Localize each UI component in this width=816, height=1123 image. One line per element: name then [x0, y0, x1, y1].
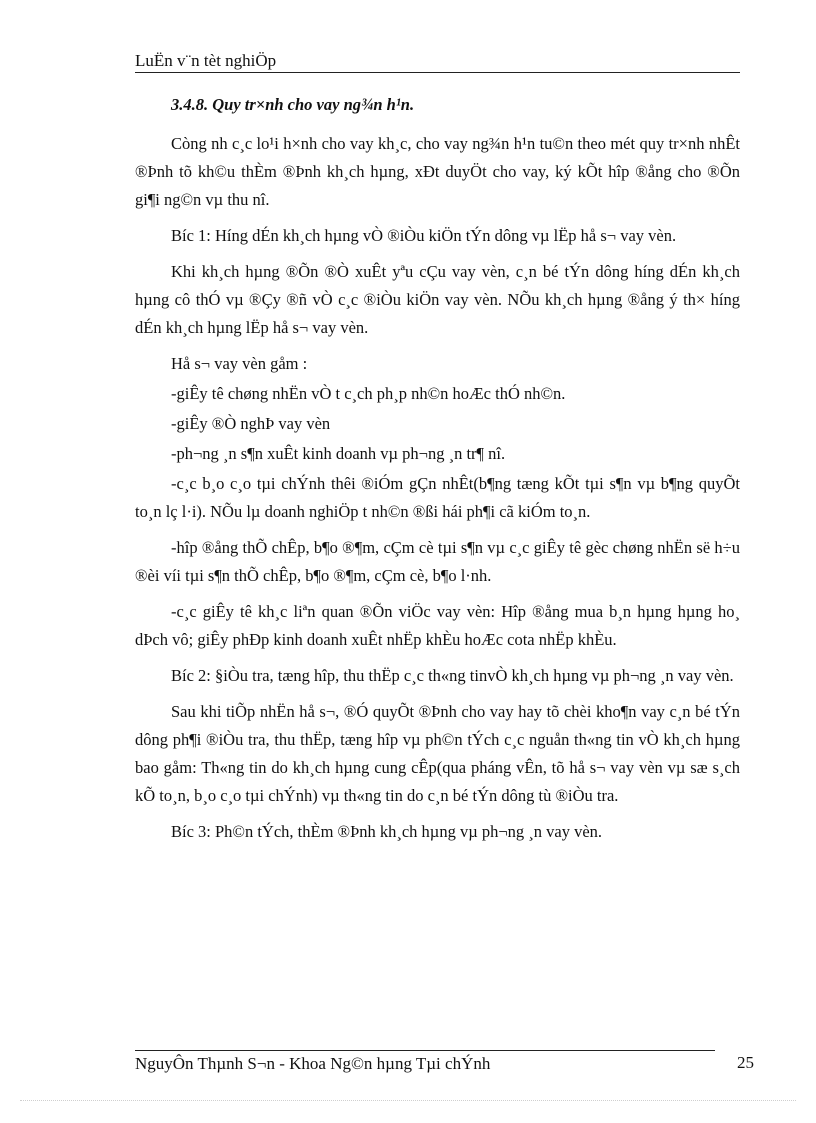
- footer-divider: [135, 1050, 715, 1051]
- paragraph-step-3: Bíc 3: Ph©n tÝch, thÈm ®Þnh kh¸ch hµng vµ ph¬ng ¸n vay vèn.: [171, 822, 603, 841]
- paragraph-investigation: Sau khi tiÕp nhËn hå s¬, ®Ó quyÕt ®Þnh cho vay hay tõ chèi kho¶n vay c¸n bé tÝn dông ph¶i ®iÒu tra, thu thËp, tæng hîp vµ ph©n tÝch c¸c nguån th«ng tin vÒ kh¸ch hµng bao gåm: Th«ng tin do kh¸ch hµng cung cÊp(qua pháng vÊn, tõ hå s¬ vay vèn vµ sæ s¸ch kÕ to¸n, b¸o c¸o tµi chÝnh) vµ th«ng tin do c¸n bé tÝn dông tù ®iÒu tra.: [135, 702, 740, 805]
- header-divider: [135, 72, 740, 73]
- footer-author: NguyÔn Thµnh S¬n - Khoa Ng©n hµng Tµi chÝnh: [135, 1054, 491, 1073]
- paragraph-step-1: Bíc 1: Híng dÉn kh¸ch hµng vÒ ®iÒu kiÖn tÝn dông vµ lËp hå s¬ vay vèn.: [171, 226, 677, 245]
- list-item-legal-status: -giÊy tê chøng nhËn vÒ t c¸ch ph¸p nh©n hoÆc thÓ nh©n.: [171, 384, 566, 403]
- list-item-other-documents: -c¸c giÊy tê kh¸c liªn quan ®Õn viÖc vay vèn: Hîp ®ång mua b¸n hµng hµng ho¸ dÞch vô; giÊy phÐp kinh doanh xuÊt nhËp khÈu hoÆc cota nhËp khÈu.: [135, 602, 740, 649]
- page-header-title: LuËn v¨n tèt nghiÖp: [135, 51, 277, 70]
- paragraph-step-2: Bíc 2: §iÒu tra, tæng hîp, thu thËp c¸c th«ng tinvÒ kh¸ch hµng vµ ph¬ng ¸n vay vèn.: [171, 666, 734, 685]
- paragraph-intro: Còng nh c¸c lo¹i h×nh cho vay kh¸c, cho vay ng¾n h¹n tu©n theo mét quy tr×nh nhÊt ®Þnh tõ kh©u thÈm ®Þnh kh¸ch hµng, xÐt duyÖt cho vay, ký kÕt hîp ®ång cho ®Õn gi¶i ng©n vµ thu nî.: [135, 134, 740, 209]
- list-item-business-plan: -ph¬ng ¸n s¶n xuÊt kinh doanh vµ ph¬ng ¸n tr¶ nî.: [171, 444, 506, 463]
- list-item-loan-request: -giÊy ®Ò nghÞ vay vèn: [171, 414, 331, 433]
- paragraph-dossier-heading: Hå s¬ vay vèn gåm :: [171, 354, 308, 373]
- page-number: 25: [737, 1053, 754, 1072]
- page-bottom-dotted-line: [20, 1100, 796, 1101]
- list-item-mortgage-contract: -hîp ®ång thÕ chÊp, b¶o ®¶m, cÇm cè tµi s¶n vµ c¸c giÊy tê gèc chøng nhËn së h÷u ®èi víi tµi s¶n thÕ chÊp, b¶o ®¶m, cÇm cè, b¶o l·nh.: [135, 538, 740, 585]
- paragraph-guidance: Khi kh¸ch hµng ®Õn ®Ò xuÊt yªu cÇu vay vèn, c¸n bé tÝn dông híng dÉn kh¸ch hµng cô thÓ vµ ®Çy ®ñ vÒ c¸c ®iÒu kiÖn vay vèn. NÕu kh¸ch hµng ®ång ý th× híng dÉn kh¸ch hµng lËp hå s¬ vay vèn.: [135, 262, 740, 337]
- section-heading: 3.4.8. Quy tr×nh cho vay ng¾n h¹n.: [171, 95, 415, 114]
- list-item-financial-reports: -c¸c b¸o c¸o tµi chÝnh thêi ®iÓm gÇn nhÊt(b¶ng tæng kÕt tµi s¶n vµ b¶ng quyÕt to¸n lç l·i). NÕu lµ doanh nghiÖp t nh©n ®ßi hái ph¶i cã kiÓm to¸n.: [135, 474, 740, 521]
- document-body: [135, 92, 740, 854]
